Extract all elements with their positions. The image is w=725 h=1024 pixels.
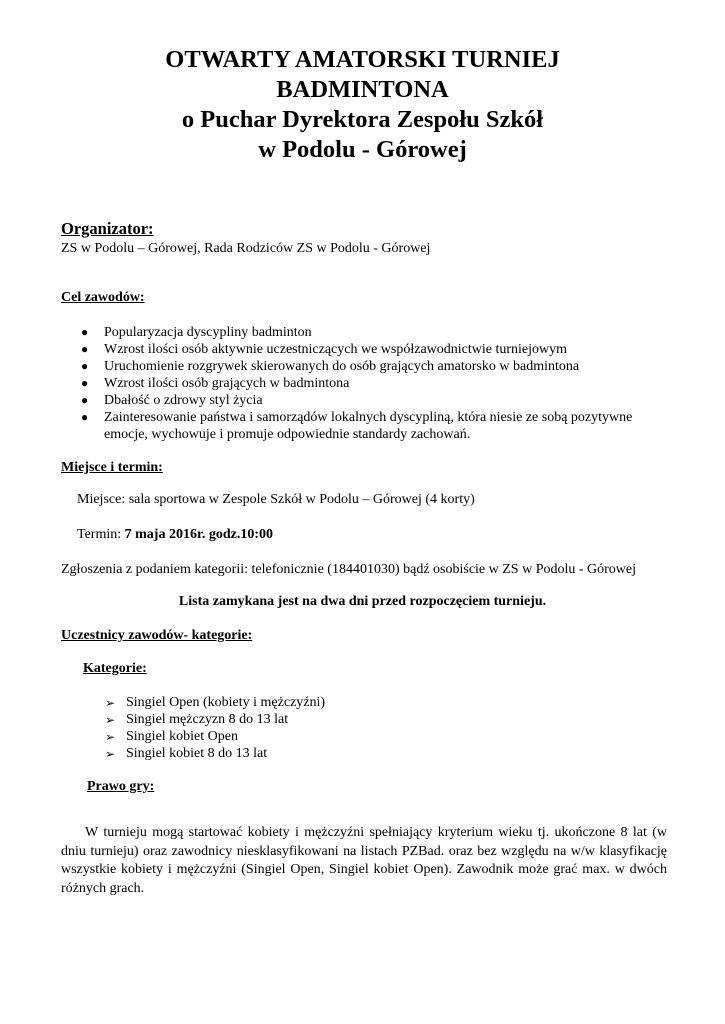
title-line-3: o Puchar Dyrektora Zespołu Szkół bbox=[181, 106, 544, 133]
arrowhead-icon: ➢ bbox=[105, 747, 116, 761]
list-item: ➢ Singiel Open (kobiety i mężczyźni) bbox=[105, 695, 326, 710]
categories-list bbox=[105, 694, 326, 762]
term-line bbox=[77, 526, 273, 543]
rules-paragraph: W turnieju mogą startować kobiety i mężczyźni spełniający kryterium wieku tj. ukończone 8 lat (w dniu turnieju) oraz zawodnicy niesklasyfikowani na listach PZBad. oraz bez względu na w/w klasyfikację wszystkie kobiety i mężczyźni (Singiel Open, Singiel kobiet Open). Zawodnik może grać max. w dwóch różnych grach. bbox=[61, 825, 667, 896]
participants-heading: Uczestnicy zawodów- kategorie: bbox=[61, 628, 253, 643]
closing-note: Lista zamykana jest na dwa dni przed rozpoczęciem turnieju. bbox=[178, 594, 547, 609]
arrowhead-icon: ➢ bbox=[105, 696, 116, 710]
goals-list bbox=[81, 324, 665, 443]
term-value: 7 maja 2016r. godz.10:00 bbox=[124, 527, 274, 542]
location-text: Miejsce: sala sportowa w Zespole Szkół w Podolu – Górowej (4 korty) bbox=[77, 492, 475, 507]
bullet-icon: ● bbox=[81, 359, 89, 373]
list-item: ➢ Singiel kobiet 8 do 13 lat bbox=[105, 746, 268, 761]
arrowhead-icon: ➢ bbox=[105, 713, 116, 727]
registration-text: Zgłoszenia z podaniem kategorii: telefonicznie (184401030) bądź osobiście w ZS w Podolu - Górowej bbox=[61, 562, 637, 577]
list-item: ● Dbałość o zdrowy styl życia bbox=[81, 393, 263, 408]
arrowhead-icon: ➢ bbox=[105, 730, 116, 744]
title-line-4: w Podolu - Górowej bbox=[258, 136, 467, 163]
title-line-1: OTWARTY AMATORSKI TURNIEJ bbox=[165, 46, 560, 73]
list-item: ● Popularyzacja dyscypliny badminton bbox=[81, 325, 312, 340]
place-heading: Miejsce i termin: bbox=[61, 460, 163, 475]
list-item: ➢ Singiel kobiet Open bbox=[105, 729, 238, 744]
bullet-icon: ● bbox=[81, 376, 89, 390]
bullet-icon: ● bbox=[81, 393, 89, 407]
organizer-text: ZS w Podolu – Górowej, Rada Rodziców ZS w Podolu - Górowej bbox=[61, 241, 431, 256]
goals-heading: Cel zawodów: bbox=[61, 290, 145, 305]
bullet-icon: ● bbox=[81, 342, 89, 356]
organizer-heading: Organizator: bbox=[61, 219, 154, 238]
rules-heading: Prawo gry: bbox=[87, 779, 155, 794]
list-item: ● Wzrost ilości osób grających w badmintona bbox=[81, 376, 350, 391]
list-item: ● Zainteresowanie państwa i samorządów lokalnych dyscypliną, która niesie ze sobą pozytywne emocje, wychowuje i promuje odpowiednie standardy zachowań. bbox=[81, 410, 633, 442]
page-title bbox=[0, 45, 725, 165]
bullet-icon: ● bbox=[81, 410, 89, 424]
term-label: Termin: bbox=[77, 527, 125, 542]
list-item: ● Uruchomienie rozgrywek skierowanych do osób grających amatorsko w badmintona bbox=[81, 359, 580, 374]
categories-heading: Kategorie: bbox=[83, 661, 147, 676]
list-item: ● Wzrost ilości osób aktywnie uczestniczących we współzawodnictwie turniejowym bbox=[81, 342, 568, 357]
list-item: ➢ Singiel mężczyzn 8 do 13 lat bbox=[105, 712, 289, 727]
title-line-2: BADMINTONA bbox=[276, 76, 449, 103]
bullet-icon: ● bbox=[81, 325, 89, 339]
